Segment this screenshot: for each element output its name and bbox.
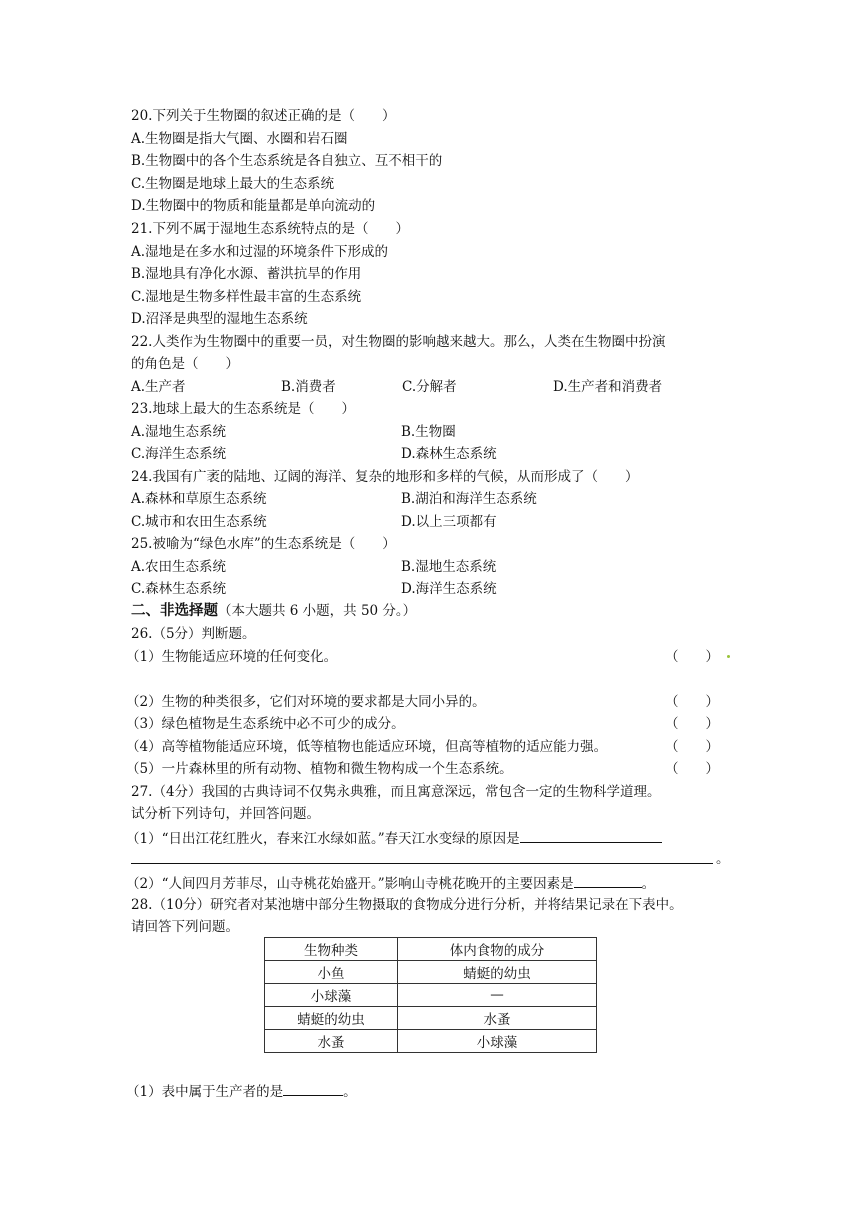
q20-stem: 20.下列关于生物圈的叙述正确的是（ ） (131, 108, 396, 124)
section-title: 二、非选择题 (131, 602, 218, 619)
q27-part-2-text: （2）“人间四月芳菲尽，山寺桃花始盛开。”影响山寺桃花晚开的主要因素是 (126, 876, 574, 892)
q26-item-1: （1）生物能适应环境的任何变化。 (126, 649, 338, 665)
table-cell: 小球藻 (265, 984, 398, 1007)
q27-answer-blank-1[interactable] (520, 828, 662, 843)
q24-option-c: C.城市和农田生态系统 (131, 514, 267, 530)
table-header: 体内食物的成分 (398, 938, 597, 961)
q22-option-a: A.生产者 (131, 379, 186, 395)
q24-option-b: B.湖泊和海洋生态系统 (401, 491, 537, 507)
table-cell: — (398, 984, 597, 1007)
q26-stem: 26.（5分）判断题。 (131, 626, 256, 642)
green-dot-mark (727, 655, 730, 658)
q26-item-2: （2）生物的种类很多，它们对环境的要求都是大同小异的。 (126, 694, 486, 710)
table-cell: 水蚤 (398, 1007, 597, 1030)
q24-option-d: D.以上三项都有 (401, 514, 497, 530)
q22-option-b: B.消费者 (281, 379, 336, 395)
section-note: （本大题共 6 小题，共 50 分。） (218, 603, 417, 619)
q27-part-1-end: 。 (716, 851, 730, 867)
q25-stem: 25.被喻为“绿色水库”的生态系统是（ ） (131, 536, 396, 552)
q25-option-d: D.海洋生态系统 (401, 581, 497, 597)
q26-item-3: （3）绿色植物是生态系统中必不可少的成分。 (126, 716, 405, 732)
table-header: 生物种类 (265, 938, 398, 961)
q28-stem-line1: 28.（10分）研究者对某池塘中部分生物摄取的食物成分进行分析，并将结果记录在下表中。 (131, 897, 683, 913)
q23-option-a: A.湿地生态系统 (131, 424, 227, 440)
table-row (265, 1007, 597, 1030)
q26-item-5: （5）一片森林里的所有动物、植物和微生物构成一个生态系统。 (126, 761, 513, 777)
q23-option-d: D.森林生态系统 (401, 446, 497, 462)
q21-option-a: A.湿地是在多水和过湿的环境条件下形成的 (131, 244, 389, 260)
q25-option-b: B.湿地生态系统 (401, 559, 497, 575)
q21-option-c: C.湿地是生物多样性最丰富的生态系统 (131, 289, 362, 305)
q27-part-2-end: 。 (641, 876, 656, 892)
q25-option-c: C.森林生态系统 (131, 581, 227, 597)
q20-option-a: A.生物圈是指大气圈、水圈和岩石圈 (131, 131, 348, 147)
q22-option-d: D.生产者和消费者 (553, 379, 663, 395)
table-cell: 蜻蜓的幼虫 (398, 961, 597, 984)
table-header-row (265, 938, 597, 961)
q28-stem-line2: 请回答下列问题。 (131, 919, 239, 935)
table-row (265, 1030, 597, 1053)
table-cell: 小鱼 (265, 961, 398, 984)
q27-answer-blank-2[interactable] (574, 873, 642, 888)
q22-stem-line2: 的角色是（ ） (131, 356, 239, 372)
food-composition-table (264, 937, 597, 1053)
q24-option-a: A.森林和草原生态系统 (131, 491, 267, 507)
q28-answer-blank-1[interactable] (283, 1081, 343, 1096)
section-heading (131, 602, 416, 620)
q23-option-b: B.生物圈 (401, 424, 456, 440)
q26-answer-paren-1[interactable]: （ ） (665, 649, 719, 665)
q27-part-1-text: （1）“日出江花红胜火，春来江水绿如蓝。”春天江水变绿的原因是 (126, 831, 520, 847)
q26-item-4: （4）高等植物能适应环境，低等植物也能适应环境，但高等植物的适应能力强。 (126, 739, 608, 755)
q21-option-b: B.湿地具有净化水源、蓄洪抗旱的作用 (131, 266, 362, 282)
q24-stem: 24.我国有广袤的陆地、辽阔的海洋、复杂的地形和多样的气候，从而形成了（ ） (131, 469, 639, 485)
q21-stem: 21.下列不属于湿地生态系统特点的是（ ） (131, 221, 409, 237)
table-cell: 小球藻 (398, 1030, 597, 1053)
table-row (265, 984, 597, 1007)
q28-part-1-text: （1）表中属于生产者的是 (126, 1084, 284, 1100)
q28-part-1-end: 。 (343, 1084, 357, 1100)
q26-answer-paren-5[interactable]: （ ） (665, 761, 719, 777)
q27-stem-line2: 试分析下列诗句，并回答问题。 (131, 806, 320, 822)
table-cell: 水蚤 (265, 1030, 398, 1053)
q26-answer-paren-2[interactable]: （ ） (665, 694, 719, 710)
q21-option-d: D.沼泽是典型的湿地生态系统 (131, 311, 308, 327)
q25-option-a: A.农田生态系统 (131, 559, 227, 575)
q20-option-d: D.生物圈中的物质和能量都是单向流动的 (131, 198, 376, 214)
q20-option-c: C.生物圈是地球上最大的生态系统 (131, 176, 335, 192)
q26-answer-paren-3[interactable]: （ ） (665, 716, 719, 732)
q20-option-b: B.生物圈中的各个生态系统是各自独立、互不相干的 (131, 153, 443, 169)
q22-stem-line1: 22.人类作为生物圈中的重要一员，对生物圈的影响越来越大。那么，人类在生物圈中扮演 (131, 334, 666, 350)
q28-part-1 (126, 1081, 357, 1101)
q22-option-c: C.分解者 (402, 379, 457, 395)
q23-option-c: C.海洋生态系统 (131, 446, 227, 462)
q27-answer-line[interactable] (131, 863, 713, 864)
table-row (265, 961, 597, 984)
q27-stem-line1: 27.（4分）我国的古典诗词不仅隽永典雅，而且寓意深远，常包含一定的生物科学道理。 (131, 784, 661, 800)
q23-stem: 23.地球上最大的生态系统是（ ） (131, 401, 355, 417)
q27-part-1 (126, 828, 662, 848)
q27-part-2 (126, 873, 655, 893)
table-cell: 蜻蜓的幼虫 (265, 1007, 398, 1030)
q26-answer-paren-4[interactable]: （ ） (665, 739, 719, 755)
